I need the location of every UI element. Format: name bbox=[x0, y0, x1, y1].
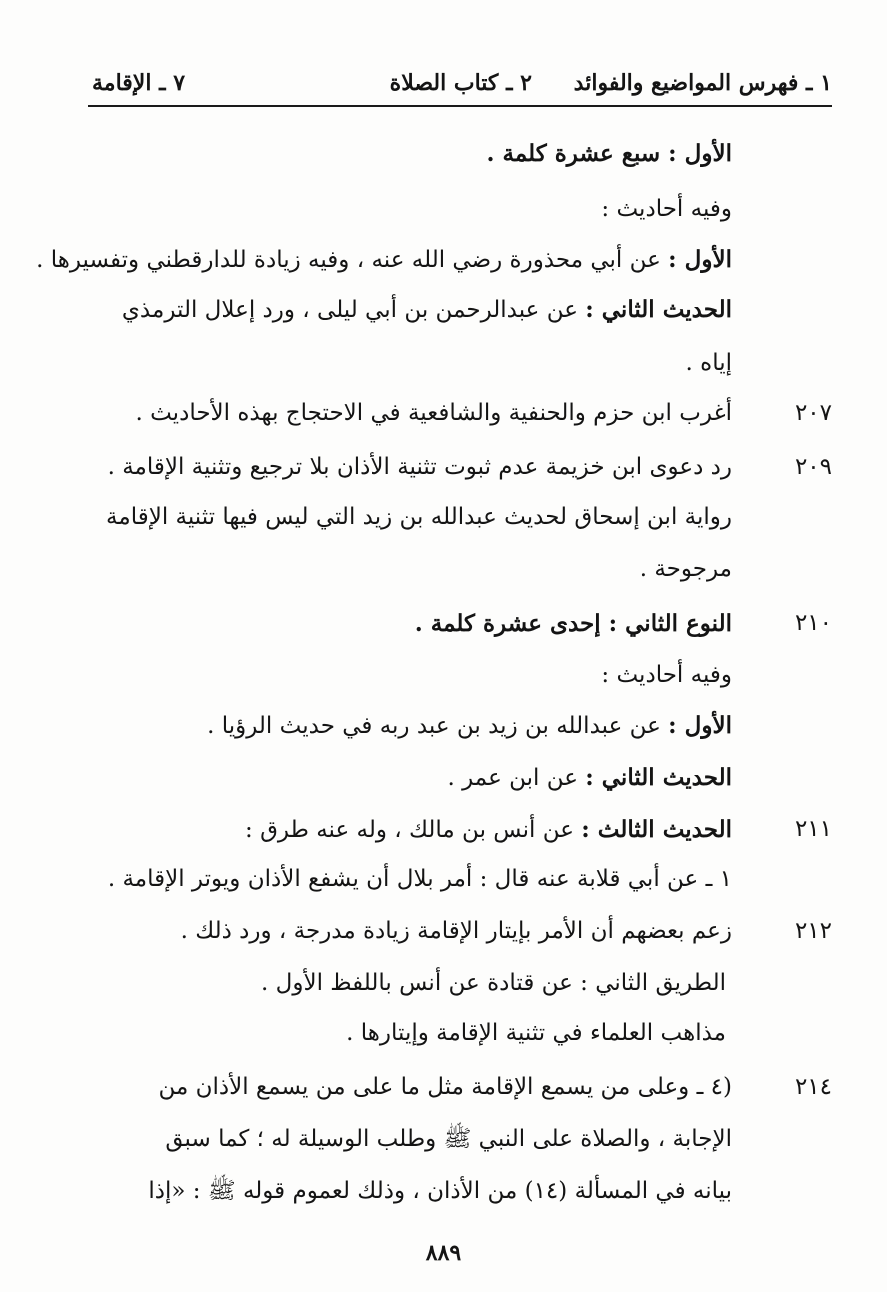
entry-text bbox=[165, 1128, 732, 1151]
entry-heading: الأول : bbox=[668, 246, 732, 273]
entry-heading: الأول : bbox=[668, 712, 732, 739]
page-reference: ٢١٢ bbox=[794, 918, 832, 944]
entry-body: إياه . bbox=[685, 350, 732, 376]
entry-text bbox=[261, 972, 726, 995]
entry-heading: النوع الثاني : إحدى عشرة كلمة . bbox=[414, 610, 732, 637]
entry-body: وفيه أحاديث : bbox=[601, 196, 732, 222]
entry-body: أغرب ابن حزم والحنفية والشافعية في الاحتجاج بهذه الأحاديث . bbox=[135, 400, 732, 426]
entry-text bbox=[245, 818, 732, 842]
entry-text bbox=[108, 456, 732, 479]
header-chapter-title: ٧ ـ الإقامة bbox=[92, 70, 186, 96]
entry-body: عن ابن عمر . bbox=[447, 765, 586, 791]
entry-text bbox=[158, 1076, 732, 1099]
entry-text bbox=[601, 198, 732, 221]
entry-body: الإجابة ، والصلاة على النبي ﷺ وطلب الوسيلة له ؛ كما سبق bbox=[165, 1126, 732, 1152]
entry-body: زعم بعضهم أن الأمر بإيتار الإقامة زيادة مدرجة ، ورد ذلك . bbox=[180, 918, 732, 944]
entry-text bbox=[181, 920, 732, 943]
page-reference: ٢١١ bbox=[794, 816, 832, 842]
entry-text bbox=[487, 142, 733, 166]
entry-text bbox=[148, 1180, 732, 1203]
page-reference: ٢١٠ bbox=[794, 610, 832, 636]
entry-text bbox=[108, 868, 732, 891]
entry-heading: الأول : سبع عشرة كلمة . bbox=[486, 140, 732, 167]
entry-body: بيانه في المسألة (١٤) من الأذان ، وذلك لعموم قوله ﷺ : «إذا bbox=[148, 1178, 732, 1204]
entry-body: عن عبدالله بن زيد بن عبد ربه في حديث الرؤيا . bbox=[207, 713, 669, 739]
entry-text bbox=[415, 612, 732, 636]
entry-body: مرجوحة . bbox=[639, 556, 732, 582]
entry-body: الطريق الثاني : عن قتادة عن أنس باللفظ الأول . bbox=[261, 970, 726, 996]
entry-body: مذاهب العلماء في تثنية الإقامة وإيتارها . bbox=[346, 1020, 726, 1046]
entry-body: وفيه أحاديث : bbox=[601, 662, 732, 688]
page-reference: ٢١٤ bbox=[794, 1074, 832, 1100]
entry-body: عن أنس بن مالك ، وله عنه طرق : bbox=[245, 817, 582, 843]
entry-text bbox=[686, 352, 732, 375]
header-index-title: ١ ـ فهرس المواضيع والفوائد bbox=[573, 70, 832, 96]
header-rule bbox=[88, 105, 832, 107]
entry-text bbox=[601, 664, 732, 687]
entry-text bbox=[122, 298, 732, 322]
entry-text bbox=[36, 248, 732, 272]
header-book-title: ٢ ـ كتاب الصلاة bbox=[389, 70, 532, 96]
entry-text bbox=[135, 402, 732, 425]
entry-text bbox=[346, 1022, 726, 1045]
entry-body: ١ ـ عن أبي قلابة عنه قال : أمر بلال أن يشفع الأذان ويوتر الإقامة . bbox=[107, 866, 732, 892]
entry-heading: الحديث الثالث : bbox=[581, 816, 732, 843]
entry-text bbox=[106, 506, 732, 529]
entry-text bbox=[447, 766, 732, 790]
page-reference: ٢٠٩ bbox=[794, 454, 832, 480]
running-header bbox=[92, 70, 832, 102]
entry-text bbox=[207, 714, 732, 738]
entry-body: (٤ ـ وعلى من يسمع الإقامة مثل ما على من يسمع الأذان من bbox=[158, 1074, 732, 1100]
entry-heading: الحديث الثاني : bbox=[585, 296, 732, 323]
entry-body: رد دعوى ابن خزيمة عدم ثبوت تثنية الأذان بلا ترجيع وتثنية الإقامة . bbox=[107, 454, 732, 480]
entry-text bbox=[640, 558, 732, 581]
page-reference: ٢٠٧ bbox=[794, 400, 832, 426]
entry-body: رواية ابن إسحاق لحديث عبدالله بن زيد التي ليس فيها تثنية الإقامة bbox=[106, 504, 732, 530]
page-number: ٨٨٩ bbox=[425, 1240, 462, 1266]
entry-heading: الحديث الثاني : bbox=[585, 764, 732, 791]
entry-body: عن أبي محذورة رضي الله عنه ، وفيه زيادة للدارقطني وتفسيرها . bbox=[36, 247, 669, 273]
entry-body: عن عبدالرحمن بن أبي ليلى ، ورد إعلال الترمذي bbox=[121, 297, 586, 323]
